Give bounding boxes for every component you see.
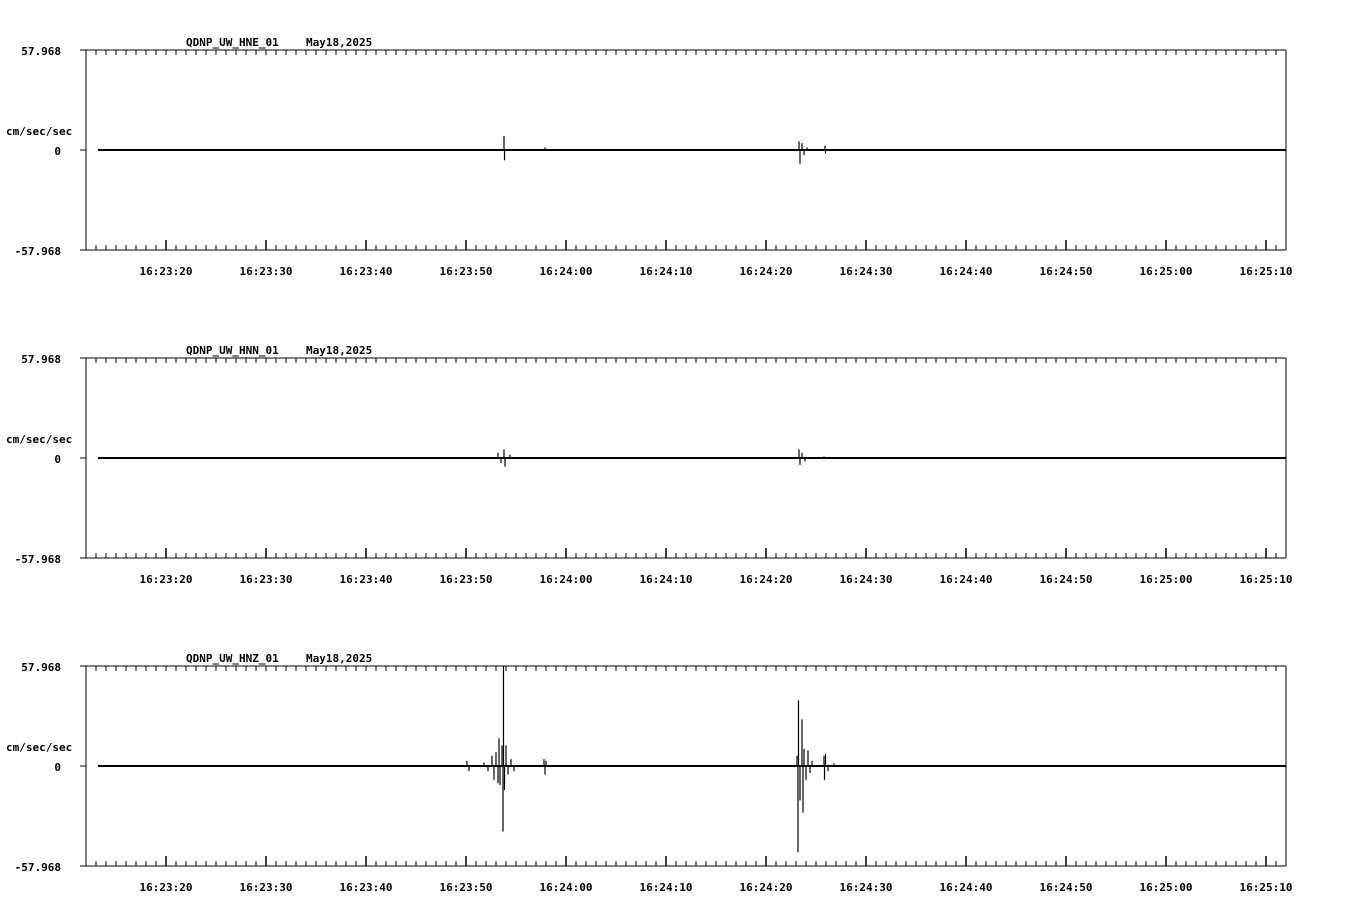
y-axis-label: cm/sec/sec bbox=[6, 125, 73, 138]
x-tick-label: 16:25:10 bbox=[1239, 265, 1293, 278]
x-tick-label: 16:24:40 bbox=[939, 881, 993, 894]
y-tick-label-min: -57.968 bbox=[14, 245, 61, 258]
x-tick-label: 16:24:50 bbox=[1039, 573, 1093, 586]
channel-title: QDNP_UW_HNZ_01 bbox=[186, 652, 279, 665]
x-tick-label: 16:23:50 bbox=[439, 573, 493, 586]
x-tick-label: 16:24:20 bbox=[739, 265, 793, 278]
x-tick-label: 16:25:00 bbox=[1139, 881, 1193, 894]
x-tick-label: 16:24:20 bbox=[739, 881, 793, 894]
x-tick-label: 16:24:40 bbox=[939, 265, 993, 278]
y-tick-label-min: -57.968 bbox=[14, 861, 61, 874]
x-tick-label: 16:24:30 bbox=[839, 573, 893, 586]
x-tick-label: 16:25:00 bbox=[1139, 265, 1193, 278]
y-tick-label-max: 57.968 bbox=[21, 661, 61, 674]
x-tick-label: 16:25:00 bbox=[1139, 573, 1193, 586]
x-tick-label: 16:24:10 bbox=[639, 573, 693, 586]
x-tick-label: 16:24:30 bbox=[839, 881, 893, 894]
x-tick-label: 16:23:20 bbox=[139, 573, 193, 586]
x-tick-label: 16:25:10 bbox=[1239, 573, 1293, 586]
y-tick-label-min: -57.968 bbox=[14, 553, 61, 566]
y-tick-label-zero: 0 bbox=[54, 761, 61, 774]
x-tick-label: 16:24:50 bbox=[1039, 265, 1093, 278]
x-tick-label: 16:23:40 bbox=[339, 265, 393, 278]
y-tick-label-zero: 0 bbox=[54, 145, 61, 158]
x-tick-label: 16:24:40 bbox=[939, 573, 993, 586]
x-tick-label: 16:23:40 bbox=[339, 573, 393, 586]
y-axis-label: cm/sec/sec bbox=[6, 741, 73, 754]
x-tick-label: 16:24:00 bbox=[539, 265, 593, 278]
x-tick-label: 16:24:20 bbox=[739, 573, 793, 586]
date-label: May18,2025 bbox=[306, 344, 373, 357]
channel-title: QDNP_UW_HNN_01 bbox=[186, 344, 279, 357]
x-tick-label: 16:23:40 bbox=[339, 881, 393, 894]
x-tick-label: 16:23:30 bbox=[239, 265, 293, 278]
x-tick-label: 16:24:00 bbox=[539, 881, 593, 894]
y-tick-label-max: 57.968 bbox=[21, 45, 61, 58]
seismic-trace-spikes bbox=[467, 666, 834, 852]
x-tick-label: 16:24:10 bbox=[639, 265, 693, 278]
seismogram-panel-2 bbox=[6, 344, 1292, 586]
x-tick-label: 16:24:30 bbox=[839, 265, 893, 278]
x-tick-label: 16:24:10 bbox=[639, 881, 693, 894]
x-tick-label: 16:23:30 bbox=[239, 881, 293, 894]
x-tick-label: 16:23:50 bbox=[439, 265, 493, 278]
date-label: May18,2025 bbox=[306, 36, 373, 49]
x-tick-label: 16:25:10 bbox=[1239, 881, 1293, 894]
y-tick-label-zero: 0 bbox=[54, 453, 61, 466]
x-tick-label: 16:24:50 bbox=[1039, 881, 1093, 894]
x-tick-label: 16:23:30 bbox=[239, 573, 293, 586]
x-tick-label: 16:23:20 bbox=[139, 881, 193, 894]
seismogram-panel-3 bbox=[6, 652, 1292, 894]
date-label: May18,2025 bbox=[306, 652, 373, 665]
y-axis-label: cm/sec/sec bbox=[6, 433, 73, 446]
seismogram-panel-1 bbox=[6, 36, 1292, 278]
x-tick-label: 16:23:50 bbox=[439, 881, 493, 894]
channel-title: QDNP_UW_HNE_01 bbox=[186, 36, 279, 49]
x-tick-label: 16:23:20 bbox=[139, 265, 193, 278]
y-tick-label-max: 57.968 bbox=[21, 353, 61, 366]
x-tick-label: 16:24:00 bbox=[539, 573, 593, 586]
